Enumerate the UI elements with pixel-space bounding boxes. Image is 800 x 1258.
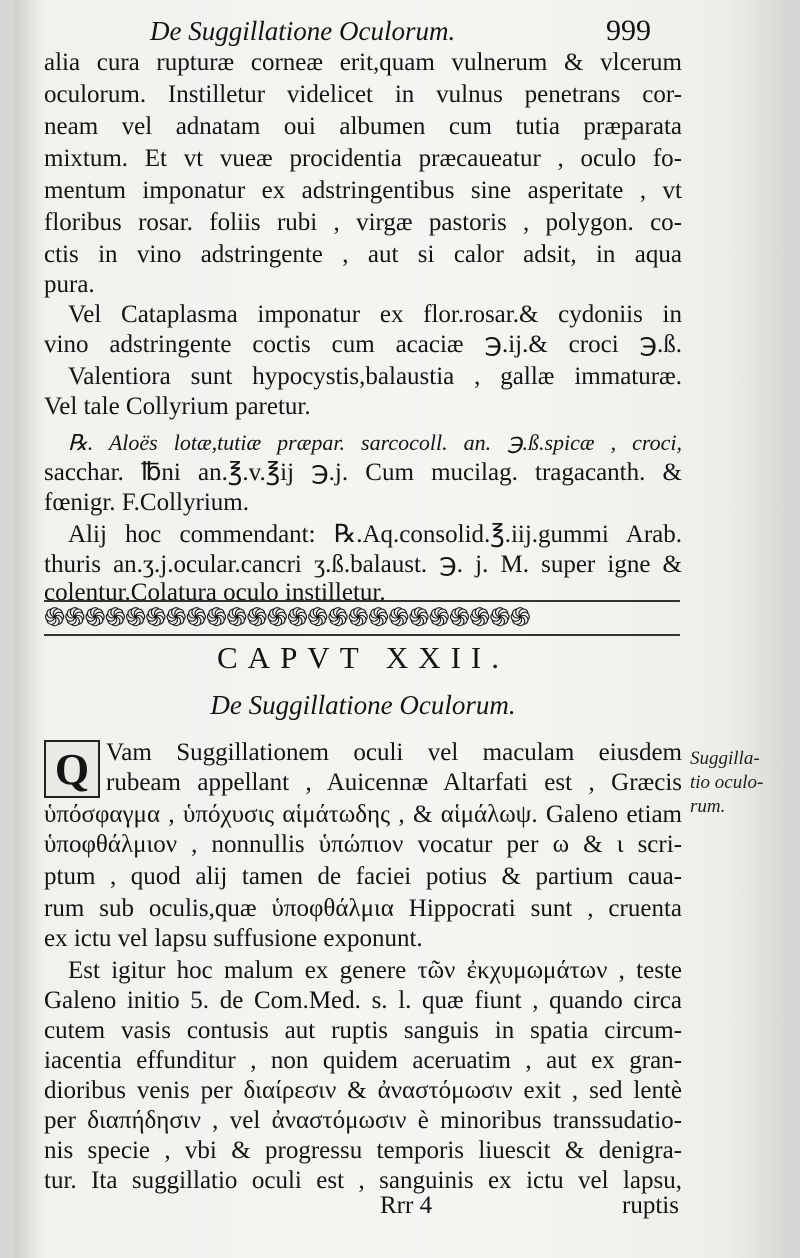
- margin-note: rum.: [690, 796, 726, 817]
- margin-note: Suggilla-: [690, 748, 760, 769]
- text-line: mentum imponatur ex adstringentibus sine asperitate , vt: [44, 177, 682, 204]
- text-line: cutem vasis contusis aut ruptis sanguis in spatia circum-: [44, 1017, 682, 1044]
- text-line: rum sub oculis,quæ ὑποφθάλμια Hippocrati sunt , cruenta: [44, 895, 682, 922]
- text-line: neam vel adnatam oui albumen cum tutia præparata: [44, 113, 682, 140]
- text-line: nis specie , vbi & progressu temporis liuescit & denigra-: [44, 1137, 682, 1164]
- margin-note: tio oculo-: [690, 772, 764, 793]
- text-line: Galeno initio 5. de Com.Med. s. l. quæ fiunt , quando circa: [44, 987, 682, 1014]
- text-line: pura.: [44, 271, 95, 298]
- text-line: Valentiora sunt hypocystis,balaustia , gallæ immaturæ.: [68, 363, 682, 390]
- text-line: Vam Suggillationem oculi vel maculam eiusdem: [106, 739, 682, 766]
- ornament-band: ֍֍֍֍֍֍֍֍֍֍֍֍֍֍֍֍֍֍֍֍֍֍֍֍: [44, 600, 680, 636]
- text-line: Alij hoc commendant: ℞.Aq.consolid.℥.iij.gummi Arab.: [68, 521, 682, 548]
- recipe-line: sacchar. ℔ni an.℥.v.℥ij ℈.j. Cum mucilag. tragacanth. &: [44, 459, 682, 486]
- page-number: 999: [606, 14, 651, 47]
- text-line: dioribus venis per διαίρεσιν & ἀναστόμωσιν exit , sed lentè: [44, 1077, 682, 1104]
- running-title: De Suggillatione Oculorum.: [150, 16, 456, 46]
- text-line: alia cura rupturæ corneæ erit,quam vulnerum & vlcerum: [44, 49, 682, 76]
- text-line: ὑποφθάλμιον , nonnullis ὑπώπιον vocatur per ω & ι scri-: [44, 831, 682, 858]
- text-line: thuris an.ʒ.j.ocular.cancri ʒ.ß.balaust. ℈. j. M. super igne &: [44, 551, 682, 578]
- text-line: tur. Ita suggillatio oculi est , sanguinis ex ictu vel lapsu,: [44, 1167, 682, 1194]
- catchword: ruptis: [622, 1192, 679, 1219]
- text-line: Vel tale Collyrium paretur.: [44, 393, 311, 420]
- chapter-subtitle: De Suggillatione Oculorum.: [210, 690, 516, 720]
- text-line: ὑπόσφαγμα , ὑπόχυσις αἱμάτωδης , & αἱμάλωψ. Galeno etiam: [44, 801, 682, 828]
- text-line: per διαπήδησιν , vel ἀναστόμωσιν è minoribus transsudatio-: [44, 1107, 682, 1134]
- text-line: rubeam appellant , Auicennæ Altarfati est , Græcis: [106, 769, 682, 796]
- text-line: oculorum. Instilletur videlicet in vulnus penetrans cor-: [44, 81, 682, 108]
- signature-mark: Rrr 4: [380, 1192, 433, 1219]
- decorated-initial: Q: [44, 740, 100, 798]
- text-line: ptum , quod alij tamen de faciei potius & partium caua-: [44, 863, 682, 890]
- text-line: ctis in vino adstringente , aut si calor adsit, in aqua: [44, 241, 682, 268]
- text-line: iacentia effunditur , non quidem aceruatim , aut ex gran-: [44, 1047, 682, 1074]
- text-line: mixtum. Et vt vueæ procidentia præcaueatur , oculo fo-: [44, 145, 682, 172]
- text-line: ex ictu vel lapsu suffusione exponunt.: [44, 925, 423, 952]
- text-line: Est igitur hoc malum ex genere τῶν ἐκχυμωμάτων , teste: [68, 957, 682, 984]
- text-line: colentur.Colatura oculo instilletur.: [44, 579, 386, 606]
- text-line: Vel Cataplasma imponatur ex flor.rosar.& cydoniis in: [68, 301, 682, 328]
- chapter-heading: CAPVT XXII.: [217, 640, 509, 675]
- recipe-line: ℞. Aloës lotæ,tutiæ præpar. sarcocoll. an. ℈.ß.spicæ , croci,: [68, 430, 682, 455]
- recipe-line: fœnigr. F.Collyrium.: [44, 489, 249, 516]
- text-line: floribus rosar. foliis rubi , virgæ pastoris , polygon. co-: [44, 209, 682, 236]
- text-line: vino adstringente coctis cum acaciæ ℈.ij.& croci ℈.ß.: [44, 331, 682, 358]
